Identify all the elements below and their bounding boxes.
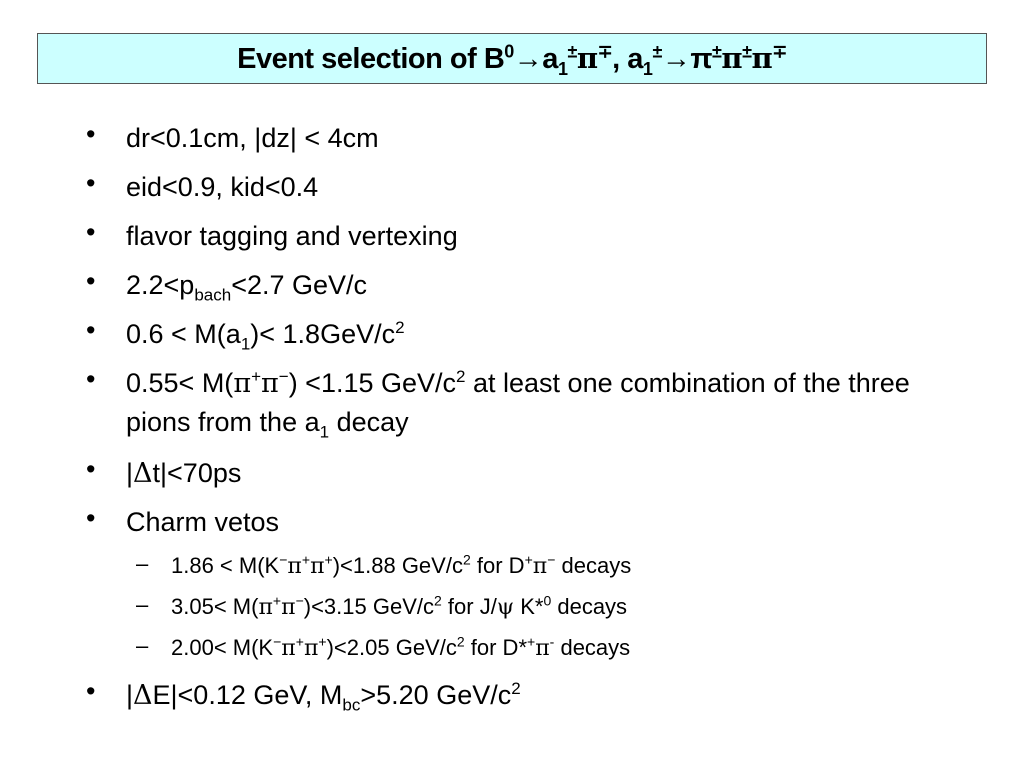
superscript: 2 [462,551,471,568]
superscript: + [524,551,533,568]
text-part: ) <1.15 GeV/c [288,368,457,398]
title-part: →π [661,43,713,75]
superscript: + [301,551,311,568]
superscript: + [324,551,333,568]
text-part: >5.20 GeV/c [360,680,512,710]
text-part: )<1.88 GeV/c [332,553,463,578]
superscript: + [318,633,327,650]
title-sup: ± [712,41,722,62]
text-part: dr<0.1cm, |dz| < 4cm [126,123,379,153]
superscript: 2 [456,633,465,650]
bullet-mark: • [86,503,96,533]
text-part: )< 1.8GeV/c [250,319,396,349]
psi-symbol: ψ [496,595,515,620]
bullet-mark: • [86,676,96,706]
title-pi: π [576,41,598,75]
pi-symbol: π [287,554,302,579]
title-sup: ± [652,41,662,62]
text-part: | [126,680,134,710]
text-part: 0.6 < M(a [126,319,241,349]
bullet-mark: • [86,454,96,484]
text-part: 2.00< M(K [171,635,274,660]
text-part: 2.2<p [126,270,195,300]
pi-symbol: π [258,595,273,620]
delta-symbol: Δ [133,458,153,489]
subscript: 1 [240,334,251,354]
sub-bullet-mark: – [136,592,149,617]
sub-bullet-mark: – [136,633,149,658]
bullet-mark: • [86,119,96,149]
title-pi: π [751,41,773,75]
text-part: <2.7 GeV/c [231,270,368,300]
title-sup: ± [742,41,752,62]
superscript: − [278,367,289,386]
text-part: )<2.05 GeV/c [326,635,457,660]
pi-symbol: π [303,636,319,661]
superscript: 2 [456,367,466,386]
sub-bullet-mark: – [136,551,149,576]
text-part: for J/ [441,594,497,619]
sub-bullet-text [171,551,971,582]
bullet-mark: • [86,168,96,198]
bullet-mark: • [86,364,96,394]
title-part: →a [513,43,558,75]
pi-symbol: π [281,636,296,661]
bullet-mark: • [86,217,96,247]
title-part: Event selection of B [237,43,505,75]
text-part: E|<0.12 GeV, M [152,680,343,710]
bullet-text [126,119,946,157]
bullet-text [126,676,946,715]
sub-bullet-text [171,633,971,664]
delta-symbol: Δ [133,680,153,711]
title-part: , a [612,43,643,75]
bullet-text [126,217,946,255]
text-part: 3.05< M( [171,594,259,619]
title-sup: ∓ [772,41,787,62]
pi-symbol: π [261,368,279,399]
superscript: 2 [511,679,521,698]
bullet-text [126,454,946,493]
bullet-text [126,168,946,206]
subscript: 1 [319,422,330,442]
title-sup: ± [567,41,577,62]
superscript: + [295,633,304,650]
text-part: at least one combination of the three pions from the a [126,368,910,437]
text-part: decays [554,635,631,660]
bullet-mark: • [86,315,96,345]
text-part: Charm vetos [126,507,280,537]
text-part: flavor tagging and vertexing [126,221,458,251]
title-sup: 0 [504,41,514,62]
bullet-text [126,266,946,304]
text-part: 0.55< M( [126,368,234,398]
text-part: for D [470,553,525,578]
superscript: 2 [395,318,405,337]
superscript: − [547,551,556,568]
pi-symbol: π [281,595,296,620]
title-pi: π [721,41,743,75]
subscript: bc [342,695,361,715]
superscript: − [279,551,288,568]
title-sub: 1 [557,58,568,79]
text-part: K* [514,594,544,619]
bullet-text [126,315,946,353]
pi-symbol: π [310,554,325,579]
text-part: t|<70ps [152,458,242,488]
text-part: decays [555,553,632,578]
text-part: eid<0.9, kid<0.4 [126,172,319,202]
title-sub: 1 [642,58,653,79]
subscript: bach [194,285,232,305]
superscript: 0 [543,592,552,609]
text-part: | [126,458,134,488]
text-part: decay [329,407,409,437]
pi-symbol: π [233,368,252,399]
superscript: + [527,633,536,650]
superscript: - [549,633,555,650]
text-part: )<3.15 GeV/c [303,594,434,619]
superscript: − [295,592,304,609]
sub-bullet-text [171,592,971,623]
bullet-mark: • [86,266,96,296]
bullet-text [126,364,946,441]
pi-symbol: π [535,636,550,661]
superscript: + [272,592,282,609]
pi-symbol: π [532,554,548,579]
bullet-text [126,503,946,541]
text-part: 1.86 < M(K [171,553,280,578]
title-sup: ∓ [597,41,613,62]
superscript: + [251,367,261,386]
superscript: − [273,633,282,650]
text-part: for D* [464,635,528,660]
superscript: 2 [434,592,442,609]
text-part: decays [551,594,628,619]
